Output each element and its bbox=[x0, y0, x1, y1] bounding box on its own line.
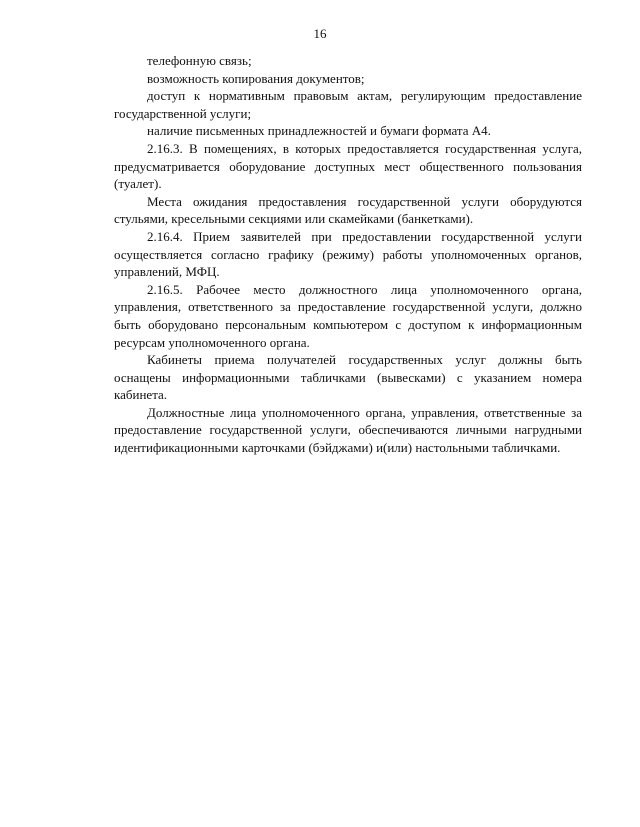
paragraph-copying: возможность копирования документов; bbox=[147, 70, 365, 86]
paragraph-badges: Должностные лица уполномоченного органа, управления, ответственные за предоставление государственной услуги, обеспечиваются личными нагрудными идентификационными карточками (бэйджами) и(или) настольными табличками. bbox=[114, 404, 582, 456]
paragraph-office-signs: Кабинеты приема получателей государственных услуг должны быть оснащены информационными табличками (вывесками) с указанием номера кабинета. bbox=[114, 352, 582, 403]
paragraph-2-16-5: 2.16.5. Рабочее место должностного лица уполномоченного органа, управления, ответственного за предоставление государственной услуги, должно быть оборудовано персональным компьютером с доступом к информационным ресурсам уполномоченного органа. bbox=[114, 281, 582, 350]
paragraph-waiting-areas: Места ожидания предоставления государственной услуги оборудуются стульями, кресельными секциями или скамейками (банкетками). bbox=[114, 193, 582, 227]
paragraph-2-16-4: 2.16.4. Прием заявителей при предоставлении государственной услуги осуществляется согласно графику (режиму) работы уполномоченных органов, управлений, МФЦ. bbox=[114, 228, 582, 280]
document-body bbox=[114, 52, 582, 457]
paragraph-phone: телефонную связь; bbox=[147, 53, 252, 68]
paragraph-legal-access: доступ к нормативным правовым актам, регулирующим предоставление государственной услуги; bbox=[114, 88, 582, 121]
paragraph-stationery: наличие письменных принадлежностей и бумаги формата А4. bbox=[147, 123, 491, 139]
page-number: 16 bbox=[313, 26, 327, 41]
paragraph-2-16-3: 2.16.3. В помещениях, в которых предоставляется государственная услуга, предусматривается оборудование доступных мест общественного пользования (туалет). bbox=[114, 140, 582, 192]
